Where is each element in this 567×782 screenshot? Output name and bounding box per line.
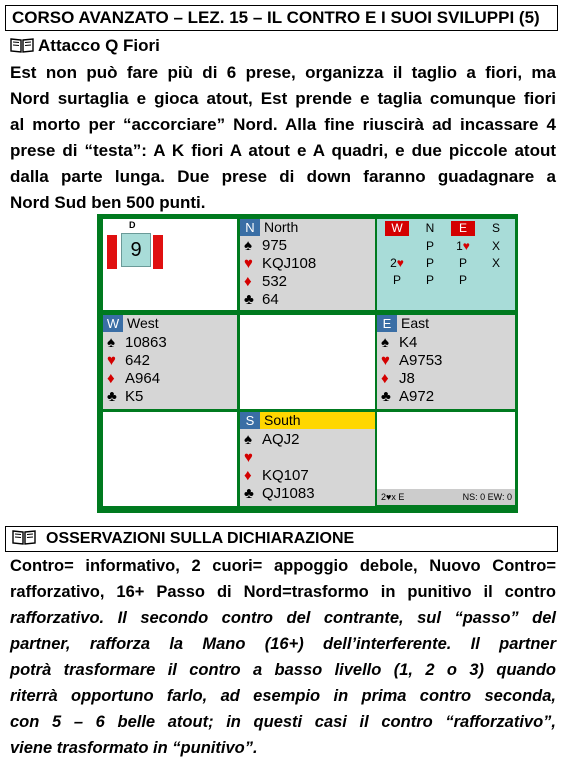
- auction-call: P: [392, 273, 401, 287]
- dealer-box: [103, 219, 165, 281]
- section-1-title: [10, 35, 160, 57]
- diamond-icon: ♦: [244, 273, 252, 290]
- section-1-line: al morto per “accorciare” Nord. Alla fine riuscirà ad incassare 4: [10, 115, 556, 134]
- west-hearts: [107, 352, 150, 370]
- vulnerability-bar-right: [153, 235, 163, 269]
- spade-icon: ♠: [107, 334, 115, 351]
- auction-header-south: S: [491, 221, 500, 235]
- diamond-icon: ♦: [244, 467, 252, 484]
- north-name: North: [264, 219, 299, 235]
- empty-cell-bottom-right: [377, 412, 515, 489]
- east-clubs-cards: A972: [399, 388, 435, 405]
- west-name: West: [127, 315, 159, 331]
- lesson-header: CORSO AVANZATO – LEZ. 15 – IL CONTRO E I SUOI SVILUPPI (5): [5, 5, 558, 31]
- south-diamonds-cards: KQ107: [262, 467, 309, 484]
- section-2-line: riterrà opportuno farlo, ad esempio in prima contro seconda,: [10, 687, 556, 705]
- north-clubs: [244, 291, 279, 309]
- section-2-line: viene trasformato in “punitivo”.: [10, 739, 258, 757]
- east-diamonds: [381, 370, 415, 388]
- spade-icon: ♠: [381, 334, 389, 351]
- score-label: NS: 0 EW: 0: [462, 492, 512, 502]
- heart-icon: ♥: [244, 449, 253, 466]
- west-header: [103, 315, 159, 332]
- auction-box: [377, 219, 515, 310]
- west-spades: [107, 334, 167, 352]
- east-clubs: [381, 388, 434, 406]
- section-2-body: [10, 553, 556, 761]
- west-spades-cards: 10863: [125, 334, 167, 351]
- contract-label: 2♥x E: [381, 492, 405, 502]
- west-clubs: [107, 388, 143, 406]
- auction-call: P: [425, 239, 434, 253]
- section-1-line: dalla parte lunga. Due prese di down faranno guadagnare a: [10, 167, 556, 186]
- east-spades: [381, 334, 417, 352]
- south-clubs: [244, 485, 315, 503]
- south-diamonds: [244, 467, 309, 485]
- section-2-line: potrà trasformare il contro a basso livello (1, 2 o 3) quando: [10, 661, 556, 679]
- vulnerability-bar-left: [107, 235, 117, 269]
- west-diamonds: [107, 370, 160, 388]
- auction-call: 1♥: [456, 239, 470, 253]
- club-icon: ♣: [381, 388, 391, 405]
- north-hearts-cards: KQJ108: [262, 255, 317, 272]
- board-number: 9: [121, 233, 151, 267]
- section-1-body: [10, 60, 556, 216]
- heart-icon: ♥: [244, 255, 253, 272]
- section-2-line: Contro= informativo, 2 cuori= appoggio debole, Nuovo Contro=: [10, 557, 556, 575]
- north-clubs-cards: 64: [262, 291, 279, 308]
- auction-call: P: [425, 256, 434, 270]
- heart-icon: ♥: [381, 352, 390, 369]
- section-1-line: Est non può fare più di 6 prese, organizza il taglio a fiori, ma: [10, 63, 556, 82]
- club-icon: ♣: [244, 291, 254, 308]
- north-dir-badge: N: [240, 219, 260, 236]
- east-dir-badge: E: [377, 315, 397, 332]
- auction-call: X: [491, 256, 500, 270]
- east-hearts: [381, 352, 442, 370]
- spade-icon: ♠: [244, 431, 252, 448]
- book-icon: [10, 37, 34, 53]
- north-header: [240, 219, 298, 236]
- section-1-line: Nord surtaglia e gioca atout, Est prende e taglia comunque fiori: [10, 89, 556, 108]
- east-diamonds-cards: J8: [399, 370, 415, 387]
- auction-header-west: W: [385, 221, 409, 236]
- section-2-line: con 5 – 6 belle atout; in questi casi il contro “rafforzativo”,: [10, 713, 556, 731]
- south-clubs-cards: QJ1083: [262, 485, 315, 502]
- heart-icon: ♥: [107, 352, 116, 369]
- auction-call: P: [458, 256, 467, 270]
- west-clubs-cards: K5: [125, 388, 144, 405]
- west-hand: [103, 315, 237, 409]
- south-hearts: [244, 449, 262, 467]
- spade-icon: ♠: [244, 237, 252, 254]
- south-spades: [244, 431, 300, 449]
- dealer-label: D: [129, 220, 136, 230]
- north-diamonds: [244, 273, 287, 291]
- south-header: [240, 412, 375, 429]
- section-2-title: OSSERVAZIONI SULLA DICHIARAZIONE: [46, 530, 355, 547]
- section-2-header: [5, 526, 558, 552]
- south-hand: [240, 412, 375, 506]
- east-hand: [377, 315, 515, 409]
- east-name: East: [401, 315, 430, 331]
- section-2-line: rafforzativo, 16+ Passo di Nord=trasformo in punitivo il contro: [10, 583, 556, 601]
- auction-call: P: [425, 273, 434, 287]
- auction-header-east: E: [451, 221, 475, 236]
- table-center-cell: [240, 315, 375, 409]
- diamond-icon: ♦: [107, 370, 115, 387]
- section-1-line: prese di “testa”: A K fiori A atout e A quadri, e due piccole atout: [10, 141, 556, 160]
- empty-cell-bottom-left: [103, 412, 237, 506]
- north-hand: [240, 219, 375, 310]
- club-icon: ♣: [107, 388, 117, 405]
- south-name: South: [264, 412, 301, 428]
- section-2-line: partner, rafforza la Mano (16+) dell’interferente. Il partner: [10, 635, 556, 653]
- section-1-line: Nord Sud ben 500 punti.: [10, 193, 206, 212]
- diamond-icon: ♦: [381, 370, 389, 387]
- section-1-title-text: Attacco Q Fiori: [38, 36, 160, 55]
- north-hearts: [244, 255, 316, 273]
- south-spades-cards: AQJ2: [262, 431, 300, 448]
- west-hearts-cards: 642: [125, 352, 151, 369]
- north-spades-cards: 975: [262, 237, 288, 254]
- north-spades: [244, 237, 287, 255]
- contract-footer: [377, 489, 515, 505]
- west-diamonds-cards: A964: [125, 370, 161, 387]
- north-diamonds-cards: 532: [262, 273, 288, 290]
- west-dir-badge: W: [103, 315, 123, 332]
- east-spades-cards: K4: [399, 334, 418, 351]
- auction-header-north: N: [425, 221, 435, 235]
- auction-call: 2♥: [390, 256, 404, 270]
- east-hearts-cards: A9753: [399, 352, 443, 369]
- book-icon: [12, 529, 36, 545]
- section-2-line: rafforzativo. Il secondo contro del contrante, sul “passo” del: [10, 609, 556, 627]
- auction-call: P: [458, 273, 467, 287]
- auction-call: X: [491, 239, 500, 253]
- east-header: [377, 315, 429, 332]
- club-icon: ♣: [244, 485, 254, 502]
- south-dir-badge: S: [240, 412, 260, 429]
